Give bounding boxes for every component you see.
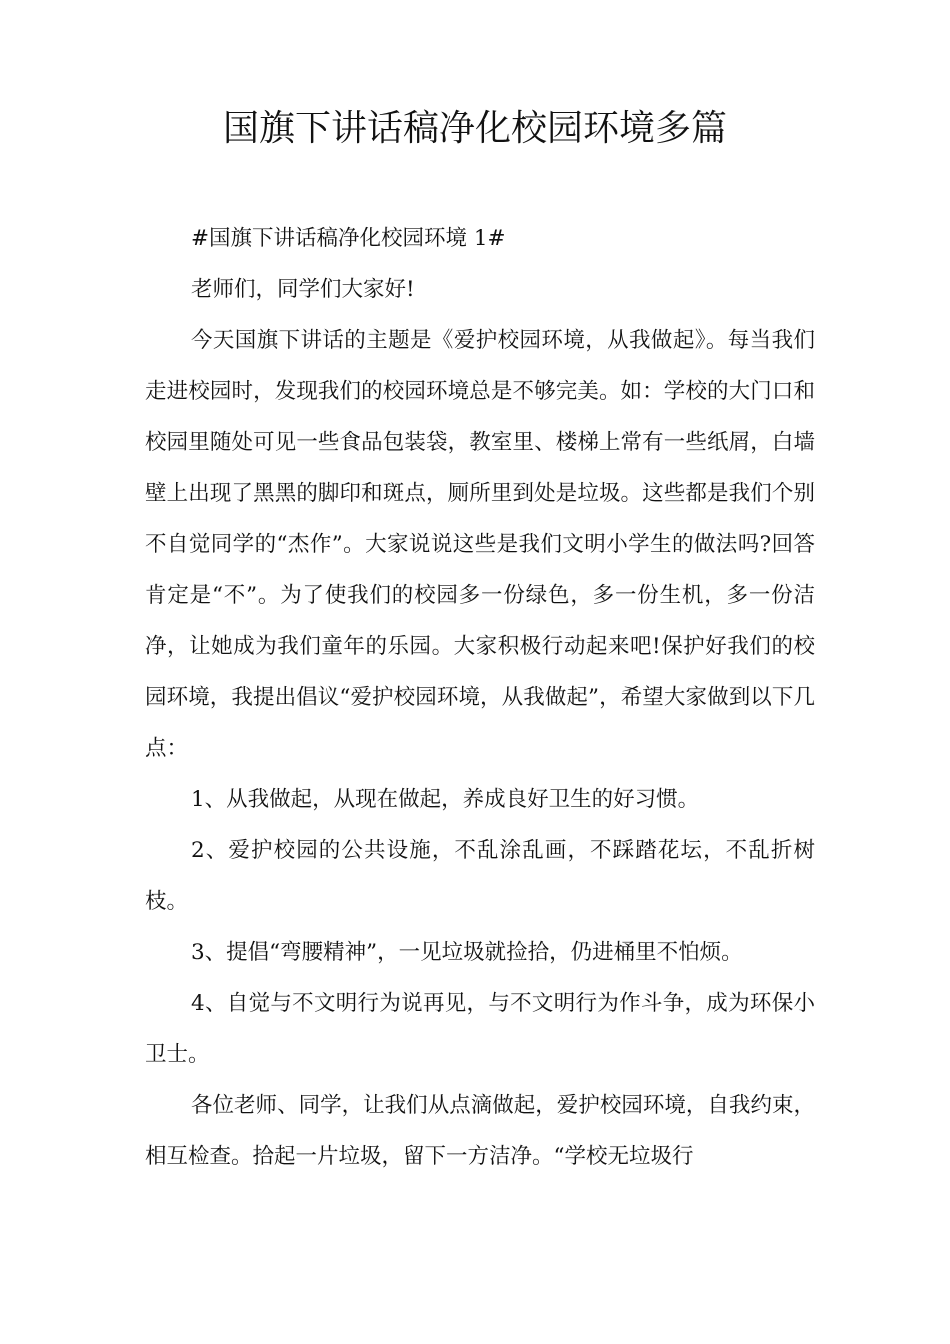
body-paragraph: 今天国旗下讲话的主题是《爱护校园环境，从我做起》。每当我们走进校园时，发现我们的校园环境总是不够完美。如：学校的大门口和校园里随处可见一些食品包装袋，教室里、楼梯上常有一些纸屑，白墙壁上出现了黑黑的脚印和斑点，厕所里到处是垃圾。这些都是我们个别不自觉同学的“杰作”。大家说说这些是我们文明小学生的做法吗?回答肯定是“不”。为了使我们的校园多一份绿色，多一份生机，多一份洁净，让她成为我们童年的乐园。大家积极行动起来吧!保护好我们的校园环境，我提出倡议“爱护校园环境，从我做起”，希望大家做到以下几点：: [145, 328, 815, 761]
list-item-4: 4、自觉与不文明行为说再见，与不文明行为作斗争，成为环保小卫士。: [145, 991, 815, 1067]
document-body: [145, 213, 815, 1182]
list-item-1: 1、从我做起，从现在做起，养成良好卫生的好习惯。: [191, 787, 700, 812]
list-item-3: 3、提倡“弯腰精神”，一见垃圾就捡拾，仍进桶里不怕烦。: [191, 940, 743, 965]
document-title: 国旗下讲话稿净化校园环境多篇: [222, 108, 727, 149]
list-item-2: 2、爱护校园的公共设施，不乱涂乱画，不踩踏花坛，不乱折树枝。: [145, 838, 815, 914]
greeting-paragraph: 老师们，同学们大家好!: [191, 277, 415, 302]
section-heading: #国旗下讲话稿净化校园环境 1#: [191, 226, 506, 251]
body-paragraph: 各位老师、同学，让我们从点滴做起，爱护校园环境，自我约束，相互检查。拾起一片垃圾，留下一方洁净。“学校无垃圾行: [145, 1093, 815, 1169]
